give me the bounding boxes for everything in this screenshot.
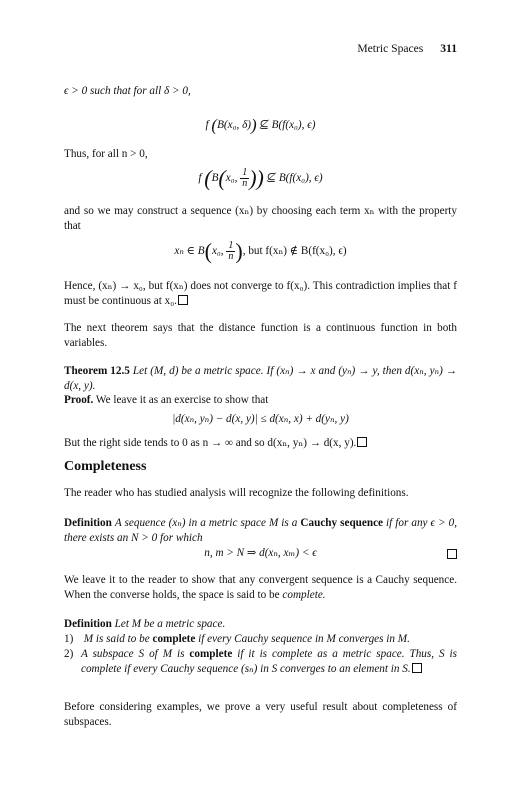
fraction-1-over-n: $\frac{1}{n}$ <box>228 240 234 262</box>
triangle-inequality: |d(xₙ, yₙ) − d(x, y)| ≤ d(xₙ, x) + d(yₙ, y) <box>172 413 349 425</box>
proof-line: Proof. We leave it as an exercise to show that <box>64 394 269 406</box>
cauchy-formula: n, m > N ⇒ d(xₙ, xₘ) < ϵ <box>204 547 317 559</box>
fraction-1-over-n: $\frac{1}{n}$ <box>242 167 248 189</box>
definition-item-2: 2) A subspace S of M is complete if it is complete as a metric space. Thus, S is complete if every Cauchy sequence (sₙ) in S converges to an element in S. <box>64 648 457 675</box>
convergent-paragraph: We leave it to the reader to show that any convergent sequence is a Cauchy sequence. When the converse holds, the space is said to be complete. <box>64 574 457 601</box>
proof-tail: But the right side tends to 0 as n → ∞ and so d(xₙ, yₙ) → d(x, y). <box>64 436 367 451</box>
qed-box <box>412 663 422 673</box>
qed-box <box>357 437 367 447</box>
sequence-paragraph: and so we may construct a sequence (xₙ) by choosing each term xₙ with the property that <box>64 205 457 232</box>
equation-3: xₙ ∈ B(x₀, $\frac{1}{n}$ ), but f(xₙ) ∉ B(f(x₀), ϵ) <box>174 238 347 264</box>
equation-2: f (B(x₀, $\frac{1}{n}$ )) ⊈ B(f(x₀), ϵ) <box>198 165 323 191</box>
thus-line: Thus, for all n > 0, <box>64 148 148 160</box>
section-title: Completeness <box>64 459 147 474</box>
closing-paragraph: Before considering examples, we prove a very useful result about completeness of subspaces. <box>64 701 457 728</box>
book-page <box>64 0 457 800</box>
next-theorem-paragraph: The next theorem says that the distance function is a continuous function in both variables. <box>64 322 457 349</box>
cauchy-term: Cauchy sequence <box>300 517 384 529</box>
theorem-label: Theorem 12.5 <box>64 365 130 377</box>
qed-box <box>178 295 188 305</box>
completeness-definition: Definition Let M be a metric space. <box>64 618 226 630</box>
equation-1: f (B(x₀, δ)) ⊈ B(f(x₀), ϵ) <box>205 115 316 135</box>
qed-box <box>447 549 457 559</box>
cauchy-definition: Definition A sequence (xₙ) in a metric space M is a Cauchy sequence if for any ϵ > 0, there exists an N > 0 for which <box>64 517 458 544</box>
hence-paragraph: Hence, (xₙ) → x₀, but f(xₙ) does not converge to f(x₀). This contradiction implies that f must be continuous at x₀. <box>64 280 457 307</box>
epsilon-line: ϵ > 0 such that for all δ > 0, <box>64 85 191 97</box>
running-header <box>357 42 457 57</box>
theorem-12-5: Theorem 12.5 Let (M, d) be a metric space. If (xₙ) → x and (yₙ) → y, then d(xₙ, yₙ) → d(x, y). <box>64 365 457 392</box>
header-title: Metric Spaces <box>357 42 424 55</box>
definition-item-1: 1) M is said to be complete if every Cauchy sequence in M converges in M. <box>64 633 410 645</box>
page-number: 311 <box>440 42 457 55</box>
section-intro: The reader who has studied analysis will recognize the following definitions. <box>64 487 409 499</box>
